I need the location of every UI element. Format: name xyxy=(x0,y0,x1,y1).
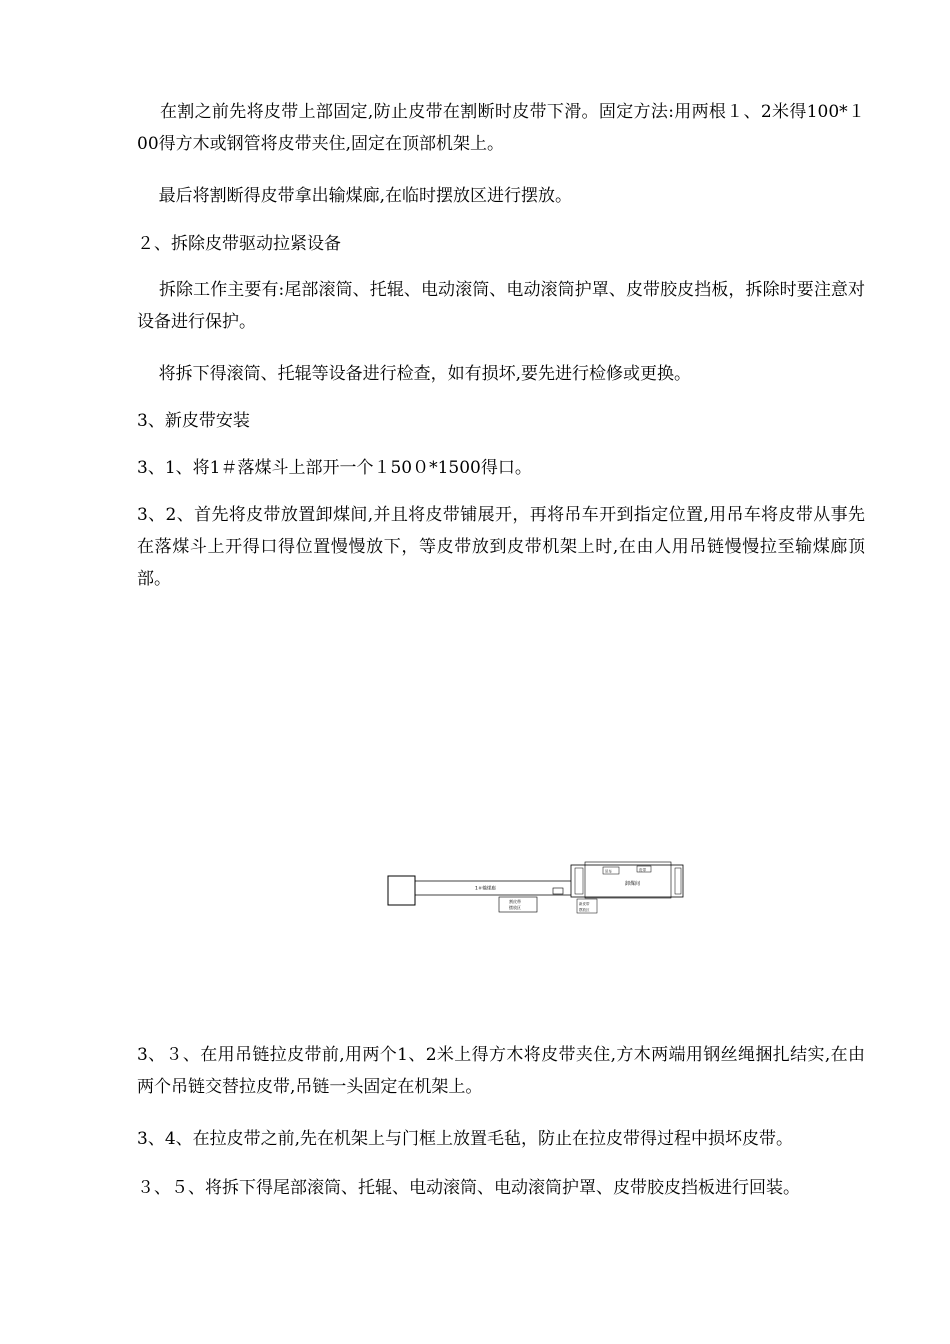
coal-hopper-box xyxy=(388,876,415,905)
paragraph-step-3-1: 3、1、将1＃落煤斗上部开一个１50０*1500得口。 xyxy=(137,458,532,478)
room-left-bay xyxy=(575,868,583,894)
new-belt-area-label-2: 摆放区 xyxy=(579,908,590,912)
paragraph-inspection: 将拆下得滚筒、托辊等设备进行检查，如有损坏,要先进行检修或更换。 xyxy=(137,364,692,384)
paragraph-step-3-2: 3、2、首先将皮带放置卸煤间,并且将皮带铺展开，再将吊车开到指定位置,用吊车将皮带从事先在落煤斗上开得口得位置慢慢放下，等皮带放到皮带机架上时,在由人用吊链慢慢拉至输煤廊顶部。 xyxy=(137,505,865,589)
paragraph-removal-placement: 最后将割断得皮带拿出输煤廊,在临时摆放区进行摆放。 xyxy=(137,186,573,206)
layout-diagram xyxy=(385,855,695,925)
temp-area-label-1: 割皮带 xyxy=(509,899,521,904)
paragraph-removal-work: 拆除工作主要有:尾部滚筒、托辊、电动滚筒、电动滚筒护罩、皮带胶皮挡板，拆除时要注意对设备进行保护。 xyxy=(137,280,865,332)
corridor-label: 1＃输煤廊 xyxy=(475,886,496,892)
room-right-bay xyxy=(675,868,681,894)
temp-area-label-2: 摆放区 xyxy=(509,905,521,910)
new-belt-area-label-1: 新皮带 xyxy=(579,902,590,906)
unloading-room-inner xyxy=(585,862,671,898)
paragraph-step-3-3: 3、３、在用吊链拉皮带前,用两个1、2米上得方木将皮带夹住,方木两端用钢丝绳捆扎结实,在由两个吊链交替拉皮带,吊链一头固定在机架上。 xyxy=(137,1045,865,1097)
room-label: 卸煤间 xyxy=(625,881,641,887)
paragraph-fixing-method: 在割之前先将皮带上部固定,防止皮带在割断时皮带下滑。固定方法:用两根１、2米得100*１00得方木或钢管将皮带夹住,固定在顶部机架上。 xyxy=(137,102,865,154)
heading-section-2: ２、拆除皮带驱动拉紧设备 xyxy=(137,234,341,254)
room-small-box-1-label: 吊车 xyxy=(605,869,612,874)
connector-box xyxy=(553,888,563,894)
heading-section-3: 3、新皮带安装 xyxy=(137,411,250,431)
paragraph-step-3-4: 3、4、在拉皮带之前,先在机架上与门框上放置毛毡，防止在拉皮带得过程中损坏皮带。 xyxy=(137,1129,794,1149)
room-small-box-2-label: 皮带 xyxy=(639,868,646,872)
paragraph-step-3-5: ３、５、将拆下得尾部滚筒、托辊、电动滚筒、电动滚筒护罩、皮带胶皮挡板进行回装。 xyxy=(137,1178,800,1198)
